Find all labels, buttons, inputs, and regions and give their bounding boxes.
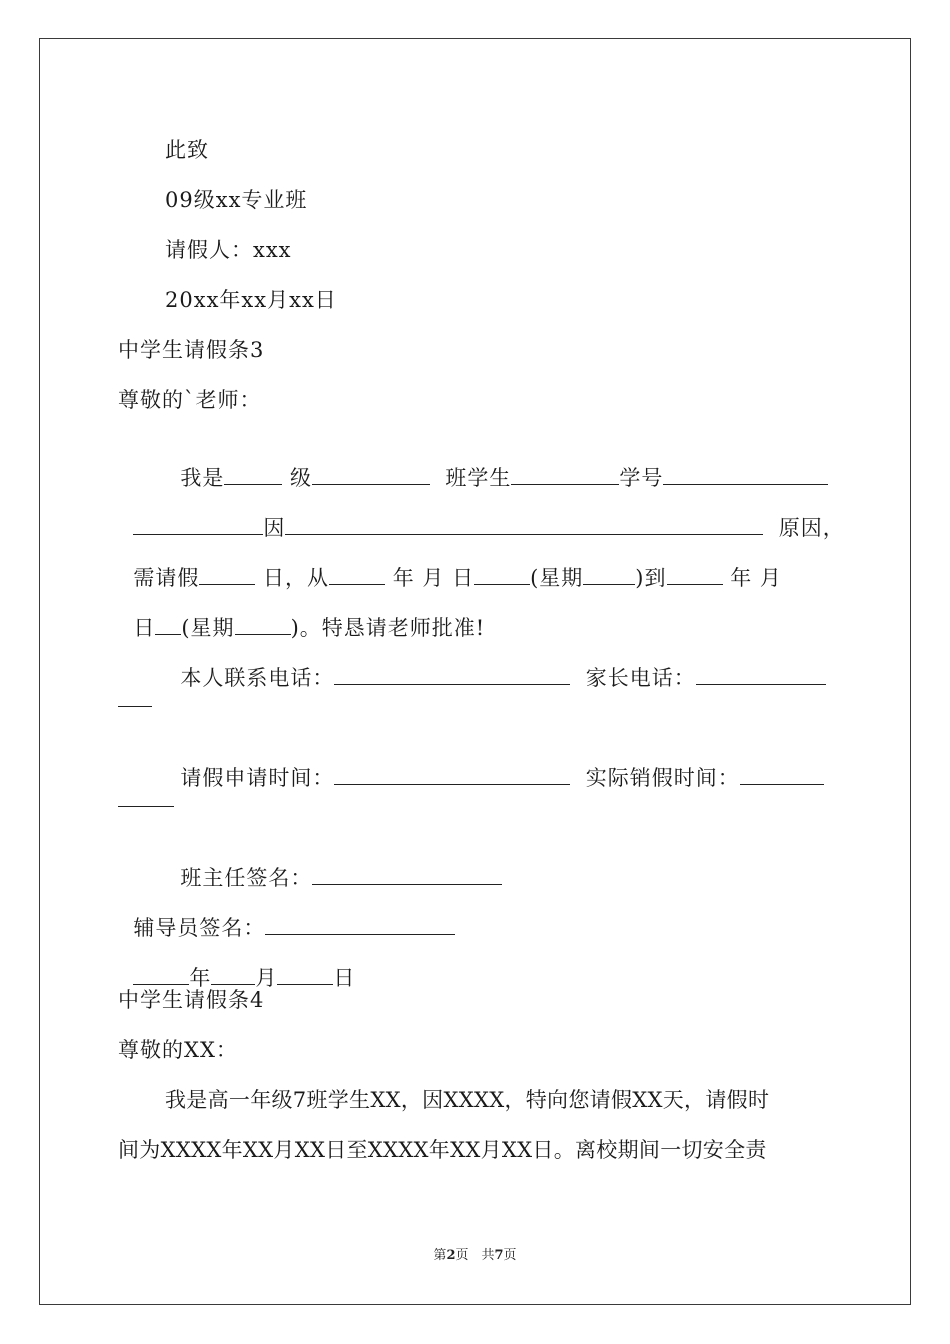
actual-time-blank [740, 764, 824, 785]
text: 年 [189, 966, 212, 990]
phone-blank [334, 664, 570, 685]
day-blank [277, 964, 333, 985]
text: 第 [433, 1248, 447, 1263]
text: 班学生 [445, 466, 512, 490]
to-day-blank [155, 614, 181, 635]
letter4-body-line1: 我是高一年级7班学生XX，因XXXX，特向您请假XX天，请假时 [165, 1088, 770, 1112]
class-name: 09级xx专业班 [165, 188, 308, 212]
counselor-blank [265, 914, 455, 935]
apply-time-label: 请假申请时间： [180, 766, 335, 790]
text: 需请假 [133, 566, 200, 590]
phone-line-cont [118, 686, 152, 714]
closing-date: 20xx年xx月xx日 [165, 288, 337, 312]
letter4-body-line2: 间为XXXX年XX月XX日至XXXX年XX月XX日。离校期间一切安全责 [118, 1138, 767, 1162]
letter4-greeting: 尊敬的XX： [118, 1038, 238, 1062]
counselor-label: 辅导员签名： [133, 916, 266, 940]
parent-phone-blank-cont [118, 686, 152, 707]
parent-phone-blank [696, 664, 826, 685]
from-blank [474, 564, 530, 585]
apply-time-blank [334, 764, 570, 785]
counselor-line [118, 886, 455, 942]
phone-label: 本人联系电话： [180, 666, 335, 690]
text: 日 [133, 616, 156, 640]
days-blank [199, 564, 255, 585]
class-blank [312, 464, 430, 485]
text: 页 [503, 1248, 517, 1263]
letter3-line1 [165, 436, 828, 492]
student-blank [511, 464, 619, 485]
letter3-greeting: 尊敬的`老师： [118, 388, 262, 412]
to-year-blank [667, 564, 723, 585]
year-blank [133, 964, 189, 985]
head-teacher-blank [312, 864, 502, 885]
salutation: 此致 [165, 138, 209, 162]
text: 学号 [619, 466, 664, 490]
applicant: 请假人：xxx [165, 238, 292, 262]
letter3-line3 [118, 536, 782, 592]
time-line [165, 736, 824, 792]
text: 页 共 [455, 1248, 495, 1263]
from-weekday-blank [583, 564, 635, 585]
text: (星期 [181, 616, 235, 640]
id-blank-cont [133, 514, 263, 535]
month-blank [211, 964, 255, 985]
text: 因 [263, 516, 286, 540]
phone-line [165, 636, 826, 692]
text: 级 [290, 466, 313, 490]
reason-blank [285, 514, 763, 535]
from-year-blank [329, 564, 385, 585]
text: 年 月 日 [392, 566, 475, 590]
text: 日 [333, 966, 356, 990]
letter4-title: 中学生请假条4 [118, 988, 265, 1012]
text: 原因， [778, 516, 845, 540]
actual-time-label: 实际销假时间： [585, 766, 740, 790]
text: 年 月 [730, 566, 782, 590]
text: 我是 [180, 466, 225, 490]
text: )到 [635, 566, 667, 590]
head-teacher-line [165, 836, 502, 892]
total-pages: 7 [494, 1248, 504, 1263]
grade-blank [224, 464, 282, 485]
letter3-line4 [118, 586, 485, 642]
student-id-blank [663, 464, 828, 485]
to-weekday-blank [235, 614, 291, 635]
letter3-line2 [118, 486, 845, 542]
text: 月 [255, 966, 278, 990]
sign-date-line [118, 936, 355, 992]
text: 日，从 [263, 566, 330, 590]
page-footer [0, 1247, 950, 1265]
actual-time-blank-cont [118, 786, 174, 807]
parent-phone-label: 家长电话： [585, 666, 696, 690]
time-line-cont [118, 786, 174, 814]
current-page: 2 [446, 1248, 456, 1263]
head-teacher-label: 班主任签名： [180, 866, 313, 890]
letter3-title: 中学生请假条3 [118, 338, 265, 362]
text: (星期 [530, 566, 584, 590]
text: )。特恳请老师批准! [290, 616, 486, 640]
